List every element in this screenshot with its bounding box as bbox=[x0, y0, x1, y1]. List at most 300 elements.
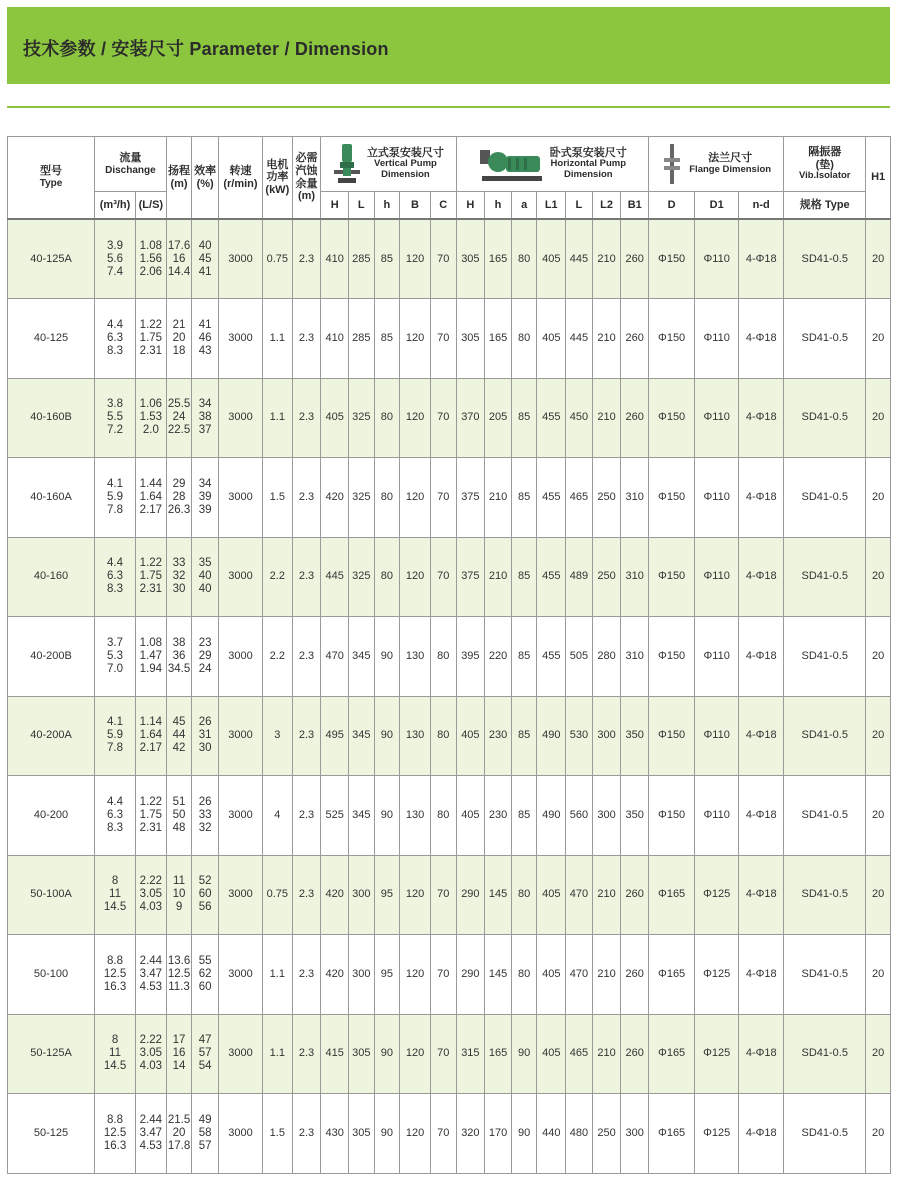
cell-head-value: 24 bbox=[172, 411, 186, 424]
cell-flange-dim: Φ165 bbox=[649, 935, 695, 1015]
cell-flow-ls-value: 1.64 bbox=[139, 729, 163, 742]
cell-head bbox=[166, 696, 192, 776]
table-row bbox=[8, 378, 891, 458]
title-banner bbox=[7, 7, 890, 84]
horiz-col-H: H bbox=[456, 192, 485, 220]
cell-efficiency-value: 57 bbox=[198, 1047, 212, 1060]
cell-flow-m3h-value: 7.8 bbox=[107, 742, 124, 755]
cell-efficiency-value: 52 bbox=[198, 875, 212, 888]
table-row bbox=[8, 1094, 891, 1174]
cell-horizontal-dim: 470 bbox=[566, 855, 593, 935]
cell-head-value: 34.5 bbox=[167, 662, 191, 675]
table-row bbox=[8, 1014, 891, 1094]
cell-vertical-dim: 90 bbox=[374, 696, 400, 776]
cell-flow-m3h-value: 8.3 bbox=[107, 583, 124, 596]
cell-horizontal-dim: 210 bbox=[592, 855, 621, 935]
cell-npsh: 2.3 bbox=[292, 537, 321, 617]
cell-horizontal-dim: 405 bbox=[537, 219, 566, 299]
cell-efficiency bbox=[192, 299, 219, 379]
cell-flow-ls-value: 4.53 bbox=[139, 980, 163, 993]
cell-head-value: 50 bbox=[172, 808, 186, 821]
cell-vertical-dim: 70 bbox=[430, 219, 456, 299]
head-header bbox=[166, 137, 192, 220]
cell-flow-m3h-value: 4.1 bbox=[107, 716, 124, 729]
cell-h1: 20 bbox=[866, 935, 891, 1015]
cell-flow-ls-value: 1.75 bbox=[139, 331, 163, 344]
cell-head-value: 25.5 bbox=[167, 398, 191, 411]
cell-vertical-dim: 85 bbox=[374, 219, 400, 299]
cell-flange-dim: 4-Φ18 bbox=[739, 776, 784, 856]
cell-flow-ls-value: 4.53 bbox=[139, 1139, 163, 1152]
vertical-pump-header bbox=[321, 137, 456, 192]
cell-vertical-dim: 70 bbox=[430, 855, 456, 935]
cell-flange-dim: Φ125 bbox=[695, 1094, 739, 1174]
cell-flow-ls bbox=[136, 537, 167, 617]
flange-header-cn: 法兰尺寸 bbox=[708, 152, 753, 165]
cell-flow-m3h-value: 16.3 bbox=[103, 1139, 127, 1152]
cell-vertical-dim: 120 bbox=[400, 299, 431, 379]
cell-horizontal-dim: 210 bbox=[592, 935, 621, 1015]
cell-flange-dim: Φ110 bbox=[695, 299, 739, 379]
cell-horizontal-dim: 455 bbox=[537, 458, 566, 538]
horiz-col-a: a bbox=[511, 192, 537, 220]
cell-h1: 20 bbox=[866, 855, 891, 935]
type-header-cn: 型号 bbox=[40, 165, 63, 178]
cell-horizontal-dim: 560 bbox=[566, 776, 593, 856]
cell-horizontal-dim: 145 bbox=[485, 935, 512, 1015]
cell-motor-power: 1.1 bbox=[262, 299, 292, 379]
cell-flange-dim: 4-Φ18 bbox=[739, 696, 784, 776]
flow-header-cn: 流量 bbox=[119, 151, 142, 164]
cell-flow-ls-value: 1.94 bbox=[139, 662, 163, 675]
cell-flow-ls bbox=[136, 1014, 167, 1094]
cell-head-value: 16 bbox=[172, 1047, 186, 1060]
cell-flange-dim: Φ110 bbox=[695, 378, 739, 458]
cell-horizontal-dim: 305 bbox=[456, 219, 485, 299]
cell-horizontal-dim: 480 bbox=[566, 1094, 593, 1174]
cell-efficiency-value: 34 bbox=[198, 398, 212, 411]
horizontal-pump-header-en1: Horizontal Pump bbox=[550, 158, 627, 170]
horiz-col-h: h bbox=[485, 192, 512, 220]
cell-horizontal-dim: 305 bbox=[456, 299, 485, 379]
cell-flow-m3h-value: 8.8 bbox=[107, 954, 124, 967]
cell-flow-m3h-value: 11 bbox=[109, 1047, 121, 1060]
cell-isolator-type: SD41-0.5 bbox=[784, 617, 866, 697]
cell-flange-dim: 4-Φ18 bbox=[739, 537, 784, 617]
cell-npsh: 2.3 bbox=[292, 219, 321, 299]
cell-head-value: 32 bbox=[172, 570, 186, 583]
cell-vertical-dim: 120 bbox=[400, 458, 431, 538]
cell-flange-dim: Φ110 bbox=[695, 219, 739, 299]
isolator-col-type: 规格 Type bbox=[784, 192, 866, 220]
cell-vertical-dim: 430 bbox=[321, 1094, 349, 1174]
motor-header-cn2: 功率 bbox=[266, 171, 289, 184]
cell-efficiency-value: 23 bbox=[198, 636, 212, 649]
efficiency-header-unit: (%) bbox=[196, 177, 214, 190]
cell-efficiency-value: 40 bbox=[198, 583, 212, 596]
cell-vertical-dim: 495 bbox=[321, 696, 349, 776]
cell-flow-ls-value: 3.05 bbox=[139, 1047, 163, 1060]
cell-speed: 3000 bbox=[218, 378, 262, 458]
cell-flange-dim: 4-Φ18 bbox=[739, 855, 784, 935]
cell-flow-m3h bbox=[95, 458, 136, 538]
cell-efficiency bbox=[192, 776, 219, 856]
cell-flow-m3h-value: 4.4 bbox=[107, 318, 124, 331]
cell-vertical-dim: 120 bbox=[400, 378, 431, 458]
cell-efficiency-value: 47 bbox=[198, 1034, 212, 1047]
cell-flow-m3h-value: 4.4 bbox=[107, 557, 124, 570]
cell-motor-power: 1.1 bbox=[262, 1014, 292, 1094]
cell-head bbox=[166, 855, 192, 935]
cell-horizontal-dim: 85 bbox=[511, 696, 537, 776]
cell-horizontal-dim: 440 bbox=[537, 1094, 566, 1174]
cell-flow-ls-value: 1.44 bbox=[139, 477, 163, 490]
cell-head-value: 17.8 bbox=[167, 1139, 191, 1152]
horizontal-pump-header-en2: Dimension bbox=[564, 169, 613, 181]
cell-vertical-dim: 80 bbox=[374, 458, 400, 538]
cell-flow-ls bbox=[136, 696, 167, 776]
cell-flow-m3h-value: 12.5 bbox=[103, 967, 127, 980]
cell-motor-power: 3 bbox=[262, 696, 292, 776]
type-header-en: Type bbox=[39, 178, 63, 190]
cell-horizontal-dim: 405 bbox=[537, 855, 566, 935]
cell-flow-ls-value: 4.03 bbox=[139, 1060, 163, 1073]
cell-vertical-dim: 85 bbox=[374, 299, 400, 379]
cell-flange-dim: Φ165 bbox=[649, 1014, 695, 1094]
speed-header-unit: (r/min) bbox=[223, 177, 258, 190]
cell-flow-ls bbox=[136, 299, 167, 379]
cell-flow-ls-value: 1.75 bbox=[139, 808, 163, 821]
cell-flow-ls bbox=[136, 617, 167, 697]
cell-type: 50-125A bbox=[8, 1014, 95, 1094]
cell-vertical-dim: 285 bbox=[348, 219, 374, 299]
cell-flow-m3h-value: 8.8 bbox=[107, 1113, 124, 1126]
cell-horizontal-dim: 250 bbox=[592, 1094, 621, 1174]
cell-vertical-dim: 410 bbox=[321, 219, 349, 299]
cell-isolator-type: SD41-0.5 bbox=[784, 776, 866, 856]
cell-head bbox=[166, 537, 192, 617]
cell-flow-ls-value: 4.03 bbox=[139, 901, 163, 914]
cell-vertical-dim: 305 bbox=[348, 1094, 374, 1174]
cell-speed: 3000 bbox=[218, 537, 262, 617]
cell-vertical-dim: 130 bbox=[400, 776, 431, 856]
cell-flow-ls-value: 1.08 bbox=[139, 239, 163, 252]
cell-efficiency bbox=[192, 1094, 219, 1174]
cell-efficiency-value: 43 bbox=[198, 344, 212, 357]
cell-horizontal-dim: 375 bbox=[456, 537, 485, 617]
cell-horizontal-dim: 85 bbox=[511, 378, 537, 458]
cell-head bbox=[166, 1094, 192, 1174]
cell-vertical-dim: 80 bbox=[374, 378, 400, 458]
cell-flow-ls-value: 1.75 bbox=[139, 570, 163, 583]
cell-isolator-type: SD41-0.5 bbox=[784, 935, 866, 1015]
cell-head bbox=[166, 1014, 192, 1094]
vert-col-h: h bbox=[374, 192, 400, 220]
cell-h1: 20 bbox=[866, 776, 891, 856]
cell-isolator-type: SD41-0.5 bbox=[784, 696, 866, 776]
cell-npsh: 2.3 bbox=[292, 378, 321, 458]
cell-isolator-type: SD41-0.5 bbox=[784, 458, 866, 538]
head-header-unit: (m) bbox=[170, 177, 188, 190]
table-row bbox=[8, 219, 891, 299]
motor-header-cn1: 电机 bbox=[266, 158, 289, 171]
cell-type: 50-100 bbox=[8, 935, 95, 1015]
cell-flow-ls bbox=[136, 855, 167, 935]
cell-efficiency-value: 41 bbox=[198, 265, 212, 278]
cell-head-value: 14.4 bbox=[167, 265, 191, 278]
cell-horizontal-dim: 489 bbox=[566, 537, 593, 617]
cell-flow-m3h-value: 5.3 bbox=[107, 649, 124, 662]
cell-flow-ls-value: 2.0 bbox=[142, 424, 159, 437]
cell-horizontal-dim: 310 bbox=[621, 458, 649, 538]
cell-flow-m3h-value: 14.5 bbox=[103, 1060, 127, 1073]
cell-flow-m3h-value: 16.3 bbox=[103, 980, 127, 993]
cell-horizontal-dim: 260 bbox=[621, 299, 649, 379]
cell-efficiency bbox=[192, 378, 219, 458]
motor-power-header bbox=[262, 137, 292, 220]
cell-efficiency-value: 35 bbox=[198, 557, 212, 570]
cell-horizontal-dim: 370 bbox=[456, 378, 485, 458]
cell-horizontal-dim: 375 bbox=[456, 458, 485, 538]
cell-flange-dim: Φ125 bbox=[695, 935, 739, 1015]
cell-vertical-dim: 415 bbox=[321, 1014, 349, 1094]
cell-vertical-dim: 325 bbox=[348, 378, 374, 458]
cell-vertical-dim: 120 bbox=[400, 219, 431, 299]
cell-speed: 3000 bbox=[218, 776, 262, 856]
flow-unit-ls: (L/S) bbox=[136, 192, 167, 220]
cell-npsh: 2.3 bbox=[292, 776, 321, 856]
cell-vertical-dim: 80 bbox=[430, 696, 456, 776]
cell-efficiency bbox=[192, 696, 219, 776]
cell-vertical-dim: 420 bbox=[321, 855, 349, 935]
cell-flow-m3h-value: 3.7 bbox=[107, 636, 124, 649]
cell-flange-dim: Φ165 bbox=[649, 1094, 695, 1174]
cell-isolator-type: SD41-0.5 bbox=[784, 1094, 866, 1174]
horiz-col-L: L bbox=[566, 192, 593, 220]
cell-horizontal-dim: 490 bbox=[537, 776, 566, 856]
cell-head-value: 44 bbox=[172, 729, 186, 742]
cell-h1: 20 bbox=[866, 537, 891, 617]
cell-horizontal-dim: 80 bbox=[511, 219, 537, 299]
cell-vertical-dim: 70 bbox=[430, 378, 456, 458]
cell-efficiency-value: 29 bbox=[198, 649, 212, 662]
cell-vertical-dim: 70 bbox=[430, 537, 456, 617]
parameter-table bbox=[7, 136, 891, 1174]
cell-horizontal-dim: 230 bbox=[485, 696, 512, 776]
cell-flow-m3h-value: 14.5 bbox=[103, 901, 127, 914]
efficiency-header-cn: 效率 bbox=[194, 164, 217, 177]
cell-head-value: 18 bbox=[172, 344, 186, 357]
cell-horizontal-dim: 85 bbox=[511, 776, 537, 856]
cell-vertical-dim: 95 bbox=[374, 855, 400, 935]
flange-icon bbox=[661, 142, 683, 186]
cell-horizontal-dim: 455 bbox=[537, 617, 566, 697]
cell-head-value: 14 bbox=[172, 1060, 186, 1073]
cell-type: 40-160B bbox=[8, 378, 95, 458]
cell-head-value: 48 bbox=[172, 821, 186, 834]
table-row bbox=[8, 299, 891, 379]
cell-flange-dim: Φ110 bbox=[695, 696, 739, 776]
cell-flow-m3h bbox=[95, 617, 136, 697]
cell-flow-ls-value: 1.47 bbox=[139, 649, 163, 662]
cell-vertical-dim: 95 bbox=[374, 935, 400, 1015]
cell-flow-m3h-value: 3.9 bbox=[107, 239, 124, 252]
cell-flow-m3h-value: 4.1 bbox=[107, 477, 124, 490]
cell-flow-m3h-value: 3.8 bbox=[107, 398, 124, 411]
cell-flow-m3h-value: 11 bbox=[109, 888, 121, 901]
cell-efficiency bbox=[192, 935, 219, 1015]
cell-head-value: 20 bbox=[172, 1126, 186, 1139]
cell-flow-ls bbox=[136, 776, 167, 856]
cell-efficiency-value: 34 bbox=[198, 477, 212, 490]
cell-horizontal-dim: 405 bbox=[456, 696, 485, 776]
cell-npsh: 2.3 bbox=[292, 935, 321, 1015]
cell-flange-dim: Φ150 bbox=[649, 537, 695, 617]
cell-horizontal-dim: 260 bbox=[621, 855, 649, 935]
cell-vertical-dim: 120 bbox=[400, 935, 431, 1015]
cell-horizontal-dim: 170 bbox=[485, 1094, 512, 1174]
cell-flange-dim: Φ150 bbox=[649, 299, 695, 379]
cell-head-value: 22.5 bbox=[167, 424, 191, 437]
cell-horizontal-dim: 350 bbox=[621, 776, 649, 856]
cell-type: 40-125 bbox=[8, 299, 95, 379]
cell-horizontal-dim: 210 bbox=[592, 1014, 621, 1094]
cell-flow-ls-value: 1.56 bbox=[139, 252, 163, 265]
cell-vertical-dim: 70 bbox=[430, 1014, 456, 1094]
table-row bbox=[8, 537, 891, 617]
npsh-header-cn3: 余量 bbox=[295, 177, 318, 190]
cell-efficiency-value: 56 bbox=[198, 901, 212, 914]
cell-horizontal-dim: 80 bbox=[511, 855, 537, 935]
cell-horizontal-dim: 320 bbox=[456, 1094, 485, 1174]
cell-head-value: 17.6 bbox=[167, 239, 191, 252]
cell-flow-m3h bbox=[95, 378, 136, 458]
cell-horizontal-dim: 85 bbox=[511, 458, 537, 538]
cell-flow-ls-value: 1.53 bbox=[139, 411, 163, 424]
cell-flow-m3h-value: 7.0 bbox=[107, 662, 124, 675]
cell-horizontal-dim: 85 bbox=[511, 537, 537, 617]
cell-horizontal-dim: 455 bbox=[537, 537, 566, 617]
cell-flow-m3h-value: 6.3 bbox=[107, 570, 124, 583]
cell-horizontal-dim: 220 bbox=[485, 617, 512, 697]
vert-col-L: L bbox=[348, 192, 374, 220]
isolator-header bbox=[784, 137, 866, 192]
cell-flow-ls-value: 1.22 bbox=[139, 795, 163, 808]
cell-head-value: 36 bbox=[172, 649, 186, 662]
cell-flow-m3h-value: 4.4 bbox=[107, 795, 124, 808]
cell-h1: 20 bbox=[866, 299, 891, 379]
cell-npsh: 2.3 bbox=[292, 696, 321, 776]
cell-horizontal-dim: 230 bbox=[485, 776, 512, 856]
cell-flow-ls-value: 2.31 bbox=[139, 821, 163, 834]
cell-horizontal-dim: 505 bbox=[566, 617, 593, 697]
cell-flange-dim: Φ110 bbox=[695, 776, 739, 856]
cell-efficiency-value: 26 bbox=[198, 795, 212, 808]
cell-flow-m3h bbox=[95, 776, 136, 856]
cell-flow-m3h-value: 8.3 bbox=[107, 821, 124, 834]
cell-flow-ls-value: 1.06 bbox=[139, 398, 163, 411]
flow-unit-m3h: (m³/h) bbox=[95, 192, 136, 220]
horizontal-pump-icon bbox=[478, 144, 544, 184]
cell-head-value: 28 bbox=[172, 490, 186, 503]
cell-flow-ls-value: 2.44 bbox=[139, 954, 163, 967]
cell-flange-dim: 4-Φ18 bbox=[739, 935, 784, 1015]
cell-efficiency bbox=[192, 537, 219, 617]
cell-vertical-dim: 410 bbox=[321, 299, 349, 379]
cell-flow-ls-value: 3.47 bbox=[139, 1126, 163, 1139]
vert-col-H: H bbox=[321, 192, 349, 220]
flange-col-D1: D1 bbox=[695, 192, 739, 220]
cell-horizontal-dim: 455 bbox=[537, 378, 566, 458]
horiz-col-B1: B1 bbox=[621, 192, 649, 220]
cell-type: 40-160A bbox=[8, 458, 95, 538]
cell-horizontal-dim: 280 bbox=[592, 617, 621, 697]
cell-horizontal-dim: 405 bbox=[456, 776, 485, 856]
cell-isolator-type: SD41-0.5 bbox=[784, 299, 866, 379]
cell-flow-m3h-value: 8 bbox=[111, 875, 119, 888]
cell-vertical-dim: 120 bbox=[400, 1094, 431, 1174]
vert-col-C: C bbox=[430, 192, 456, 220]
cell-h1: 20 bbox=[866, 378, 891, 458]
cell-flange-dim: Φ150 bbox=[649, 776, 695, 856]
cell-efficiency-value: 33 bbox=[198, 808, 212, 821]
cell-head-value: 51 bbox=[172, 795, 186, 808]
cell-horizontal-dim: 310 bbox=[621, 617, 649, 697]
cell-motor-power: 2.2 bbox=[262, 617, 292, 697]
npsh-header-cn2: 汽蚀 bbox=[295, 164, 318, 177]
npsh-header-cn1: 必需 bbox=[295, 152, 318, 165]
cell-horizontal-dim: 165 bbox=[485, 219, 512, 299]
cell-flow-m3h-value: 5.9 bbox=[107, 729, 124, 742]
cell-flow-ls-value: 2.17 bbox=[139, 742, 163, 755]
cell-horizontal-dim: 85 bbox=[511, 617, 537, 697]
cell-horizontal-dim: 405 bbox=[537, 1014, 566, 1094]
table-row bbox=[8, 458, 891, 538]
cell-head-value: 12.5 bbox=[167, 967, 191, 980]
cell-head-value: 45 bbox=[172, 716, 186, 729]
cell-flow-m3h-value: 8.3 bbox=[107, 344, 124, 357]
cell-vertical-dim: 470 bbox=[321, 617, 349, 697]
cell-efficiency bbox=[192, 855, 219, 935]
cell-motor-power: 2.2 bbox=[262, 537, 292, 617]
cell-motor-power: 1.5 bbox=[262, 458, 292, 538]
cell-flow-m3h-value: 5.5 bbox=[107, 411, 124, 424]
cell-flow-ls-value: 2.22 bbox=[139, 1034, 163, 1047]
cell-flow-ls-value: 1.08 bbox=[139, 636, 163, 649]
cell-head bbox=[166, 458, 192, 538]
cell-flow-m3h-value: 5.9 bbox=[107, 490, 124, 503]
cell-horizontal-dim: 465 bbox=[566, 458, 593, 538]
horizontal-pump-header bbox=[456, 137, 649, 192]
cell-speed: 3000 bbox=[218, 299, 262, 379]
cell-npsh: 2.3 bbox=[292, 855, 321, 935]
cell-flow-m3h bbox=[95, 299, 136, 379]
cell-horizontal-dim: 470 bbox=[566, 935, 593, 1015]
cell-vertical-dim: 130 bbox=[400, 617, 431, 697]
efficiency-header bbox=[192, 137, 219, 220]
flow-header-en: Dischange bbox=[105, 164, 156, 176]
cell-motor-power: 1.1 bbox=[262, 378, 292, 458]
cell-horizontal-dim: 315 bbox=[456, 1014, 485, 1094]
cell-flow-ls-value: 2.31 bbox=[139, 344, 163, 357]
cell-flow-m3h bbox=[95, 537, 136, 617]
cell-npsh: 2.3 bbox=[292, 458, 321, 538]
cell-npsh: 2.3 bbox=[292, 1014, 321, 1094]
cell-head bbox=[166, 299, 192, 379]
cell-vertical-dim: 300 bbox=[348, 935, 374, 1015]
cell-flange-dim: Φ150 bbox=[649, 378, 695, 458]
cell-head-value: 11 bbox=[173, 875, 185, 888]
